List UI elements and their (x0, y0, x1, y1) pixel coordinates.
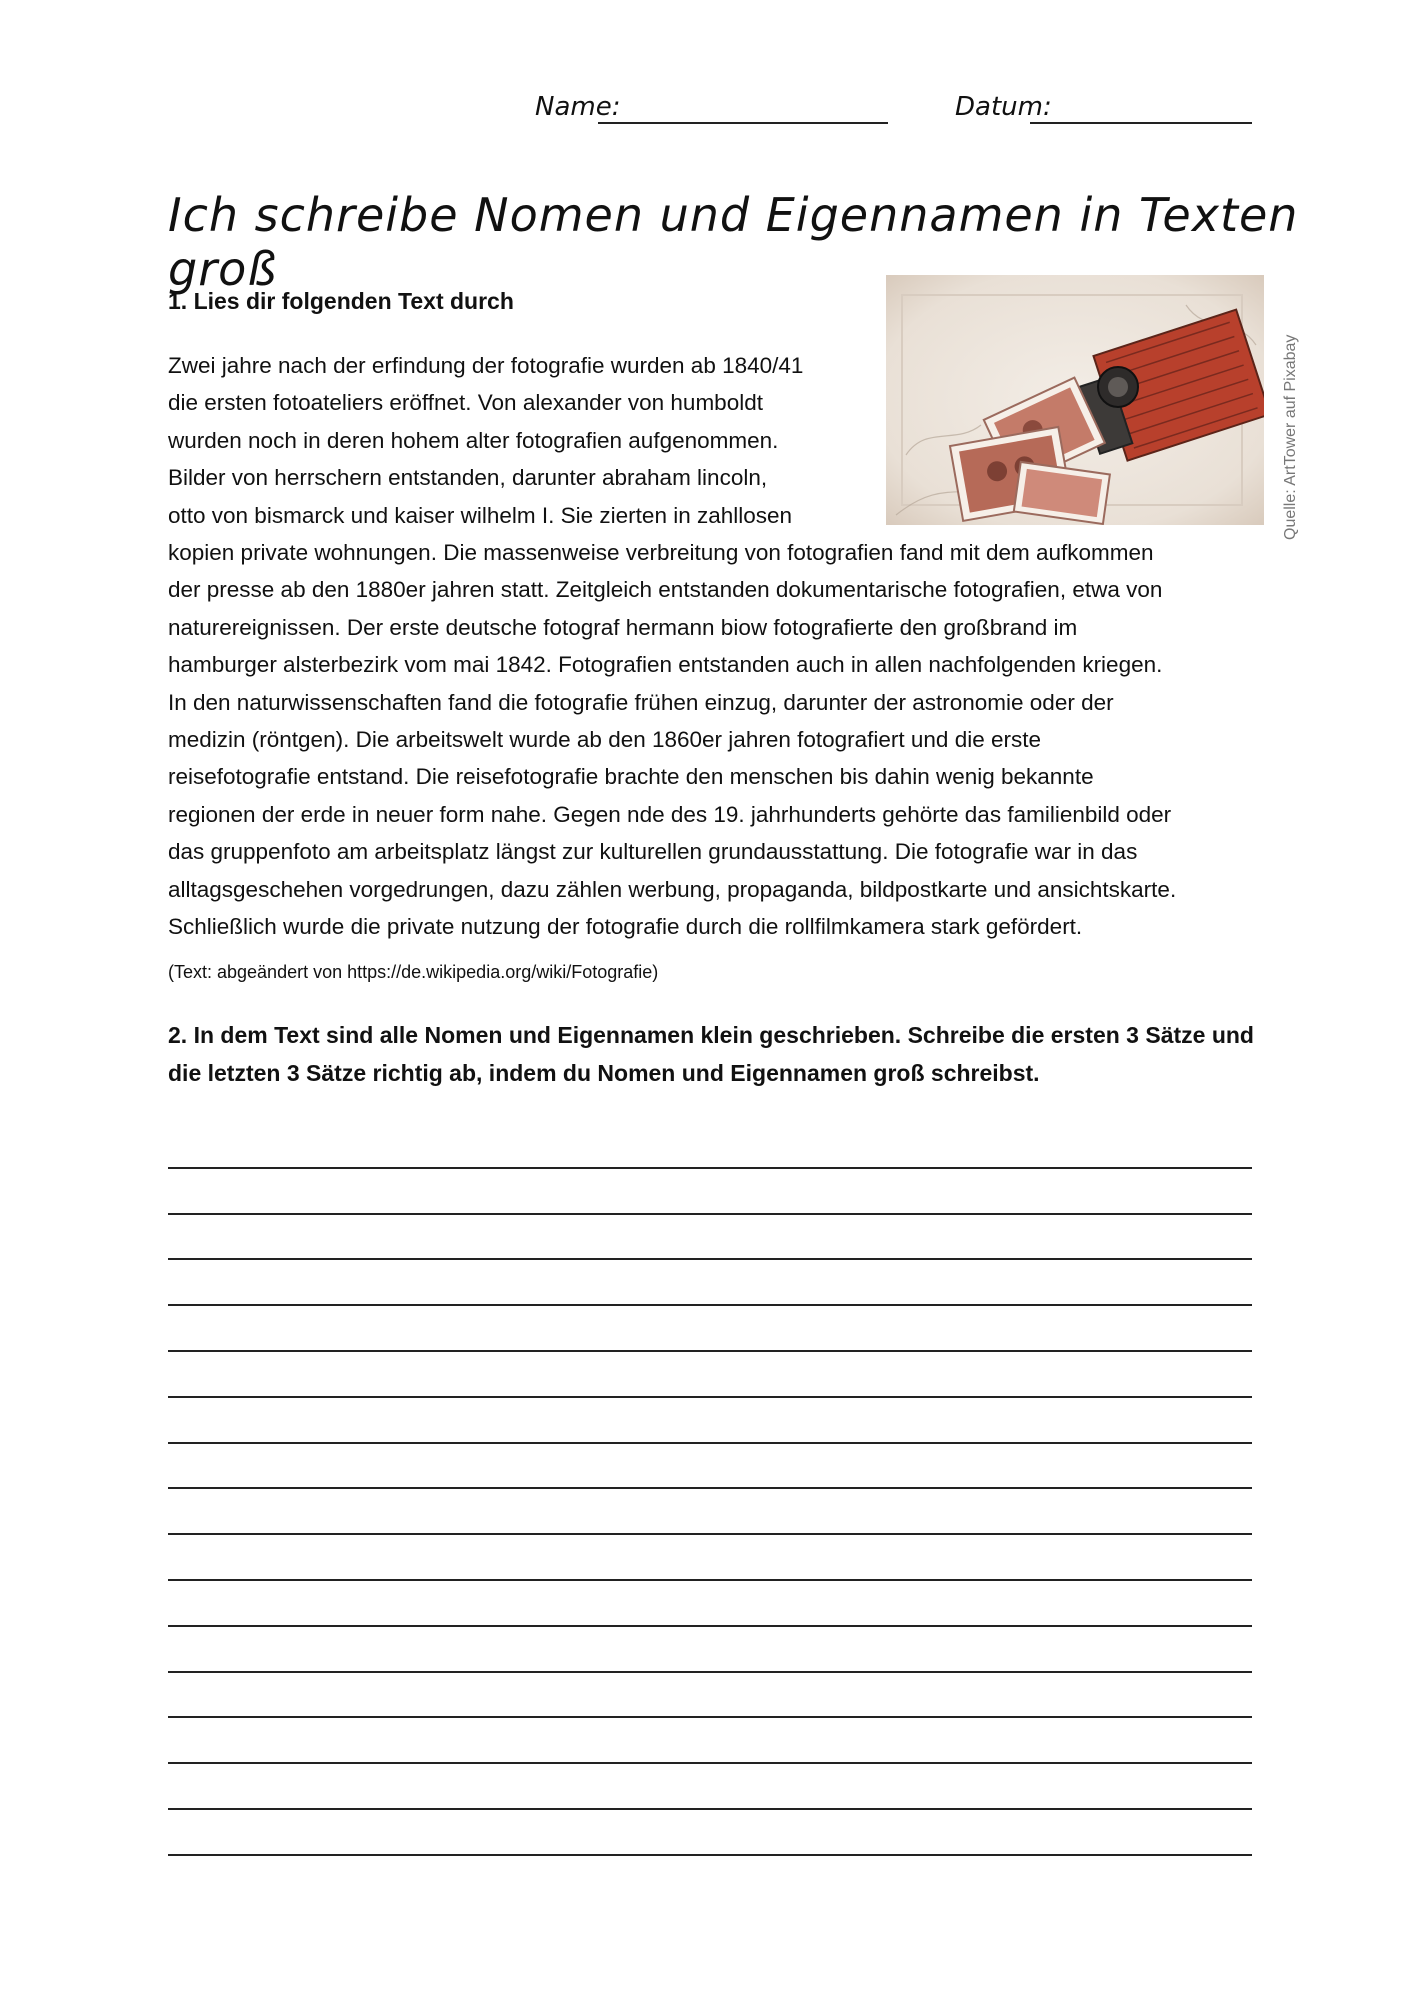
text-line: die ersten fotoateliers eröffnet. Von alexander von humboldt (168, 390, 763, 416)
answer-writing-line[interactable] (168, 1398, 1252, 1444)
text-source: (Text: abgeändert von https://de.wikipedia.org/wiki/Fotografie) (168, 962, 659, 982)
text-line: alltagsgeschehen vorgedrungen, dazu zählen werbung, propaganda, bildpostkarte und ansichtskarte. (168, 876, 1177, 902)
vintage-camera-illustration (886, 275, 1264, 525)
text-line: reisefotografie entstand. Die reisefotografie brachte den menschen bis dahin wenig bekannte (168, 764, 1094, 790)
date-field-line[interactable] (1030, 100, 1252, 124)
text-line: medizin (röntgen). Die arbeitswelt wurde ab den 1860er jahren fotografiert und die erste (168, 727, 1041, 753)
text-line: kopien private wohnungen. Die massenweise verbreitung von fotografien fand mit dem aufkommen (168, 540, 1154, 565)
answer-writing-line[interactable] (168, 1718, 1252, 1764)
answer-writing-line[interactable] (168, 1581, 1252, 1627)
text-line: der presse ab den 1880er jahren statt. Zeitgleich entstanden dokumentarische fotografien, etwa von (168, 577, 1163, 603)
answer-writing-line[interactable] (168, 1215, 1252, 1261)
task1-heading: 1. Lies dir folgenden Text durch (168, 288, 514, 314)
reading-text-upper (168, 347, 868, 534)
answer-writing-line[interactable] (168, 1627, 1252, 1673)
answer-writing-line[interactable] (168, 1260, 1252, 1306)
answer-writing-line[interactable] (168, 1306, 1252, 1352)
text-line: hamburger alsterbezirk vom mai 1842. Fotografien entstanden auch in allen nachfolgenden kriegen. (168, 652, 1163, 678)
reading-text-lower (168, 534, 1268, 945)
answer-writing-line[interactable] (168, 1169, 1252, 1215)
image-credit: Quelle: ArtTower auf Pixabay (1282, 334, 1299, 540)
text-line: Bilder von herrschern entstanden, darunter abraham lincoln, (168, 465, 768, 491)
text-line: In den naturwissenschaften fand die fotografie frühen einzug, darunter der astronomie oder der (168, 689, 1114, 715)
answer-writing-line[interactable] (168, 1352, 1252, 1398)
name-label: Name: (535, 92, 621, 122)
answer-writing-line[interactable] (168, 1764, 1252, 1810)
text-line: otto von bismarck und kaiser wilhelm I. Sie zierten in zahllosen (168, 502, 793, 528)
text-line: regionen der erde in neuer form nahe. Gegen nde des 19. jahrhunderts gehörte das familienbild oder (168, 801, 1172, 827)
text-line: naturereignissen. Der erste deutsche fotograf hermann biow fotografierte den großbrand im (168, 614, 1078, 640)
answer-writing-line[interactable] (168, 1489, 1252, 1535)
text-line: wurden noch in deren hohem alter fotografien aufgenommen. (168, 427, 779, 453)
worksheet-title: Ich schreibe Nomen und Eigennamen in Texten groß (168, 188, 1299, 296)
answer-writing-line[interactable] (168, 1123, 1252, 1169)
name-date-header (535, 88, 1255, 128)
answer-writing-line[interactable] (168, 1444, 1252, 1490)
answer-writing-line[interactable] (168, 1535, 1252, 1581)
answer-writing-line[interactable] (168, 1810, 1252, 1856)
name-field-line[interactable] (598, 100, 888, 124)
text-line: Schließlich wurde die private nutzung der fotografie durch die rollfilmkamera stark gefördert. (168, 914, 1083, 940)
date-label: Datum: (955, 92, 1052, 122)
task2-instructions: 2. In dem Text sind alle Nomen und Eigennamen klein geschrieben. Schreibe die ersten 3 Sätze und die letzten 3 Sätze richtig ab, indem du Nomen und Eigennamen groß schreibst. (168, 1022, 1254, 1086)
text-line: das gruppenfoto am arbeitsplatz längst zur kulturellen grundausstattung. Die fotografie war in das (168, 839, 1138, 865)
answer-writing-line[interactable] (168, 1673, 1252, 1719)
answer-lines (168, 1123, 1252, 1856)
text-line: Zwei jahre nach der erfindung der fotografie wurden ab 1840/41 (168, 353, 804, 378)
